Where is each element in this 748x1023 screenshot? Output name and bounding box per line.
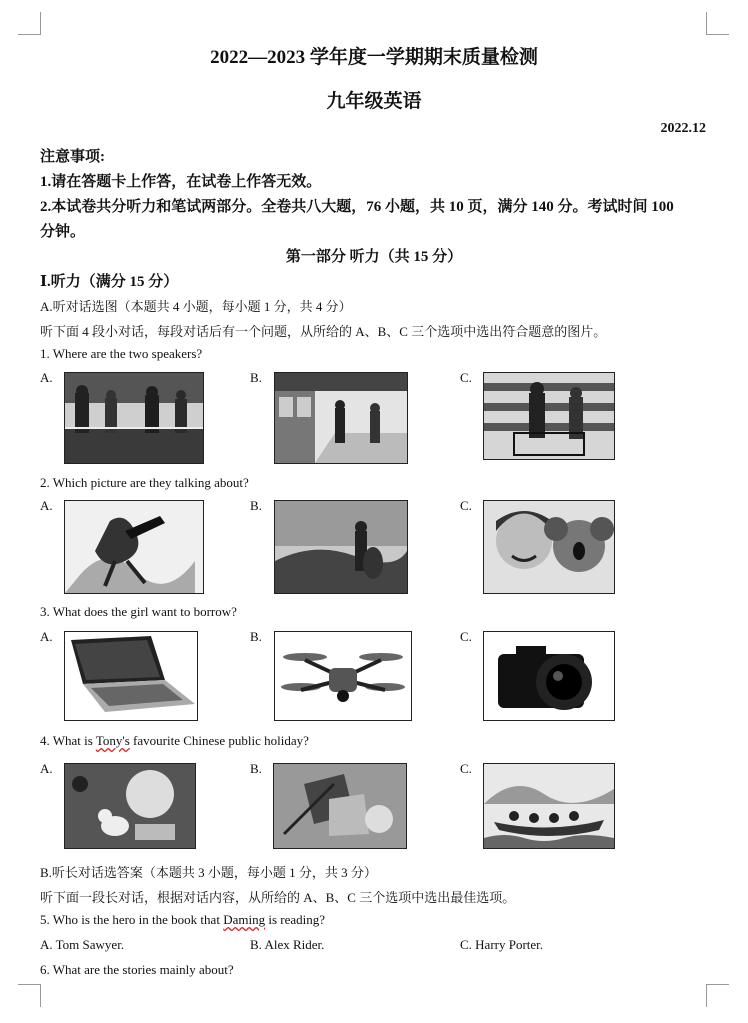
question-6: 6. What are the stories mainly about? (40, 962, 234, 977)
q1-a-bank-counter-image[interactable] (64, 372, 204, 464)
q1-option-c-label: C. (460, 370, 472, 385)
part1-heading: 第一部分 听力（共 15 分） (285, 249, 463, 265)
notice-heading: 注意事项: (40, 149, 105, 165)
q4-option-c-label: C. (460, 761, 472, 776)
q4-option-a-label: A. (40, 761, 53, 776)
q1-c-supermarket-image[interactable] (483, 372, 615, 460)
exam-subtitle: 九年级英语 (326, 91, 422, 112)
question-5-post: is reading? (265, 912, 325, 927)
dragon-boat-illustration (484, 764, 614, 848)
q4-a-mid-autumn-image[interactable] (64, 763, 196, 849)
q3-option-b-label: B. (250, 629, 262, 644)
notice-line-1: 1.请在答题卡上作答，在试卷上作答无效。 (40, 174, 322, 190)
question-2: 2. Which picture are they talking about? (40, 475, 249, 490)
cellist-landscape-illustration (275, 501, 407, 593)
woman-koala-illustration (484, 501, 614, 593)
question-1: 1. Where are the two speakers? (40, 346, 203, 361)
q3-a-laptop-image[interactable] (64, 631, 198, 721)
q4-b-dragon-boat-festival-food-image[interactable] (273, 763, 407, 849)
q3-b-drone-image[interactable] (274, 631, 412, 721)
q3-option-c-label: C. (460, 629, 472, 644)
q1-option-a-label: A. (40, 370, 53, 385)
question-4-pre: 4. What is (40, 733, 96, 748)
notice-line-2-cont: 分钟。 (40, 224, 86, 240)
question-4-post: favourite Chinese public holiday? (129, 733, 309, 748)
sectionB-instruction: 听下面一段长对话，根据对话内容，从所给的 A、B、C 三个选项中选出最佳选项。 (40, 890, 516, 905)
section-title: Ⅰ.听力（满分 15 分） (40, 274, 179, 290)
subway-scene-illustration (275, 373, 407, 463)
question-4-name: Tony's (95, 733, 130, 748)
q5-option-a[interactable]: A. Tom Sawyer. (40, 937, 125, 952)
question-5 (40, 912, 325, 928)
q2-option-b-label: B. (250, 498, 262, 513)
q2-a-dancer-painting-image[interactable] (64, 500, 204, 594)
sectionB-title: B.听长对话选答案（本题共 3 小题，每小题 1 分，共 3 分） (40, 865, 377, 880)
exam-title: 2022—2023 学年度一学期期末质量检测 (210, 47, 538, 68)
crop-mark-top-left (18, 12, 41, 35)
q3-option-a-label: A. (40, 629, 53, 644)
question-5-pre: 5. Who is the hero in the book that (40, 912, 224, 927)
q4-c-dragon-boat-race-image[interactable] (483, 763, 615, 849)
q5-option-b-text: B. Alex Rider. (250, 937, 325, 952)
crop-mark-bottom-left (18, 984, 41, 1007)
crop-mark-bottom-right (706, 984, 729, 1007)
dancer-painting-illustration (65, 501, 203, 593)
zongzi-illustration (274, 764, 406, 848)
exam-date: 2022.12 (660, 121, 706, 136)
notice-line-2: 2.本试卷共分听力和笔试两部分。全卷共八大题，76 小题，共 10 页，满分 140 分。考试时间 100 (40, 199, 674, 215)
q1-option-b-label: B. (250, 370, 262, 385)
q2-c-woman-koala-image[interactable] (483, 500, 615, 594)
q4-option-b-label: B. (250, 761, 262, 776)
bank-scene-illustration (65, 373, 203, 463)
crop-mark-top-right (706, 12, 729, 35)
q2-option-a-label: A. (40, 498, 53, 513)
question-5-name: Daming (223, 912, 266, 927)
laptop-illustration (65, 632, 197, 720)
question-4 (40, 733, 309, 749)
mid-autumn-illustration (65, 764, 195, 848)
q2-option-c-label: C. (460, 498, 472, 513)
q2-b-cellist-image[interactable] (274, 500, 408, 594)
q5-option-b[interactable] (250, 937, 324, 953)
q5-option-c[interactable]: C. Harry Porter. (460, 937, 544, 952)
q1-b-subway-image[interactable] (274, 372, 408, 464)
drone-illustration (275, 632, 411, 720)
sectionA-title: A.听对话选图（本题共 4 小题，每小题 1 分，共 4 分） (40, 299, 352, 314)
q3-c-camera-image[interactable] (483, 631, 615, 721)
supermarket-scene-illustration (484, 373, 614, 459)
question-3: 3. What does the girl want to borrow? (40, 604, 237, 619)
sectionA-instruction: 听下面 4 段小对话，每段对话后有一个问题，从所给的 A、B、C 三个选项中选出符合题意的图片。 (40, 324, 607, 339)
camera-illustration (484, 632, 614, 720)
